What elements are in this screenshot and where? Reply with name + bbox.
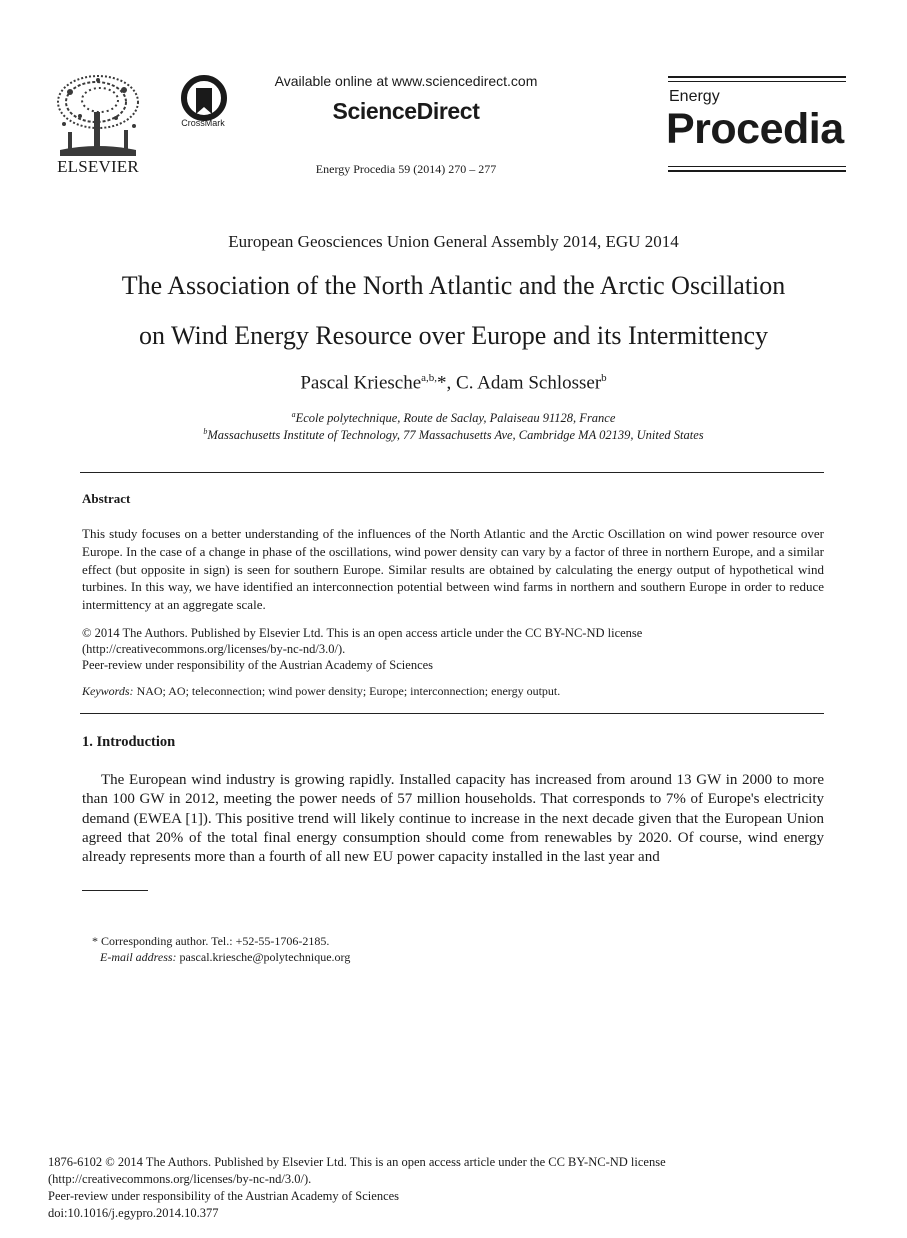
section-heading: 1. Introduction [82,734,176,750]
sciencedirect-logo[interactable]: ScienceDirect [332,98,480,124]
author-name[interactable]: , C. Adam Schlosser [446,372,602,394]
email-note [100,950,350,965]
author-name[interactable]: Pascal Kriesche [300,372,422,394]
conference-name: European Geosciences Union General Assembly 2014, EGU 2014 [228,232,679,251]
affiliation-a [40,410,867,426]
footer-issn-copyright: 1876-6102 © 2014 The Authors. Published by Elsevier Ltd. This is an open access article under the CC BY-NC-ND license [48,1155,666,1169]
journal-logo-rule [668,81,846,82]
journal-logo-procedia: Procedia [666,105,844,153]
footer-license-link[interactable]: (http://creativecommons.org/licenses/by-nc-nd/3.0/). [48,1172,312,1186]
keywords [82,684,824,699]
introduction-body: The European wind industry is growing rapidly. Installed capacity has increased from around 13 GW in 2000 to more than 100 GW in 2012, meeting the power needs of 57 million households. That corresponds to 7% of Europe's electricity demand (EWEA [1]). This positive trend will likely continue to increase in the next decade given that the European Union agreed that 20% of the total final energy consumption should come from renewables by 2020. Of course, wind energy already represents more than a fourth of all new EU power capacity installed in the last year and [82,772,824,866]
journal-logo-rule [668,170,846,172]
affiliation-mark: a [291,410,296,419]
affiliation-b [40,427,867,443]
affiliation-mark: b [203,427,208,436]
divider [80,472,824,473]
author-affiliation-mark: a,b, [421,372,438,384]
journal-logo-rule [668,166,846,167]
keywords-list: NAO; AO; teleconnection; wind power density; Europe; interconnection; energy output. [133,684,561,698]
corresponding-mark[interactable]: * [437,372,447,394]
footer-peer-review: Peer-review under responsibility of the Austrian Academy of Sciences [48,1189,400,1203]
article-title-line1: The Association of the North Atlantic and the Arctic Oscillation [121,271,786,300]
peer-review-line: Peer-review under responsibility of the Austrian Academy of Sciences [82,658,434,672]
journal-logo-energy: Energy [669,88,720,105]
divider [80,713,824,714]
copyright-line: © 2014 The Authors. Published by Elsevier Ltd. This is an open access article under the CC BY-NC-ND license [82,626,643,640]
journal-logo-rule [668,76,846,78]
email-label: E-mail address: [100,950,177,964]
affiliation-text: Massachusetts Institute of Technology, 77 Massachusetts Ave, Cambridge MA 02139, United States [207,428,704,443]
corresponding-author-note: * Corresponding author. Tel.: +52-55-1706-2185. [92,934,330,948]
journal-reference: Energy Procedia 59 (2014) 270 – 277 [315,162,497,176]
email-link[interactable]: pascal.kriesche@polytechnique.org [176,950,351,964]
crossmark-label: CrossMark [181,118,225,128]
elsevier-wordmark: ELSEVIER [57,157,139,176]
license-link[interactable]: (http://creativecommons.org/licenses/by-nc-nd/3.0/). [82,642,346,656]
available-online-link[interactable]: Available online at www.sciencedirect.com [274,73,538,89]
author-list [40,372,867,394]
author-affiliation-mark: b [601,372,607,384]
affiliation-text: Ecole polytechnique, Route de Saclay, Palaiseau 91128, France [295,411,616,426]
footer-doi[interactable]: doi:10.1016/j.egypro.2014.10.377 [48,1206,219,1220]
keywords-label: Keywords: [82,684,134,698]
article-title-line2: on Wind Energy Resource over Europe and its Intermittency [138,321,769,350]
abstract-body: This study focuses on a better understanding of the influences of the North Atlantic and the Arctic Oscillation on wind power resource over Europe. In the case of a change in phase of the oscillations, wind power density can vary by a factor of three in northern Europe, and a similar effect (but opposite in sign) is seen for southern Europe. Similar results are obtained by calculating the energy output of hypothetical wind turbines. In this way, we have identified an interconnection potential between wind farms in northern and southern Europe in order to reduce intermittency at an aggregate scale. [82,526,824,613]
footnote-rule [82,890,148,891]
abstract-heading: Abstract [82,491,131,506]
